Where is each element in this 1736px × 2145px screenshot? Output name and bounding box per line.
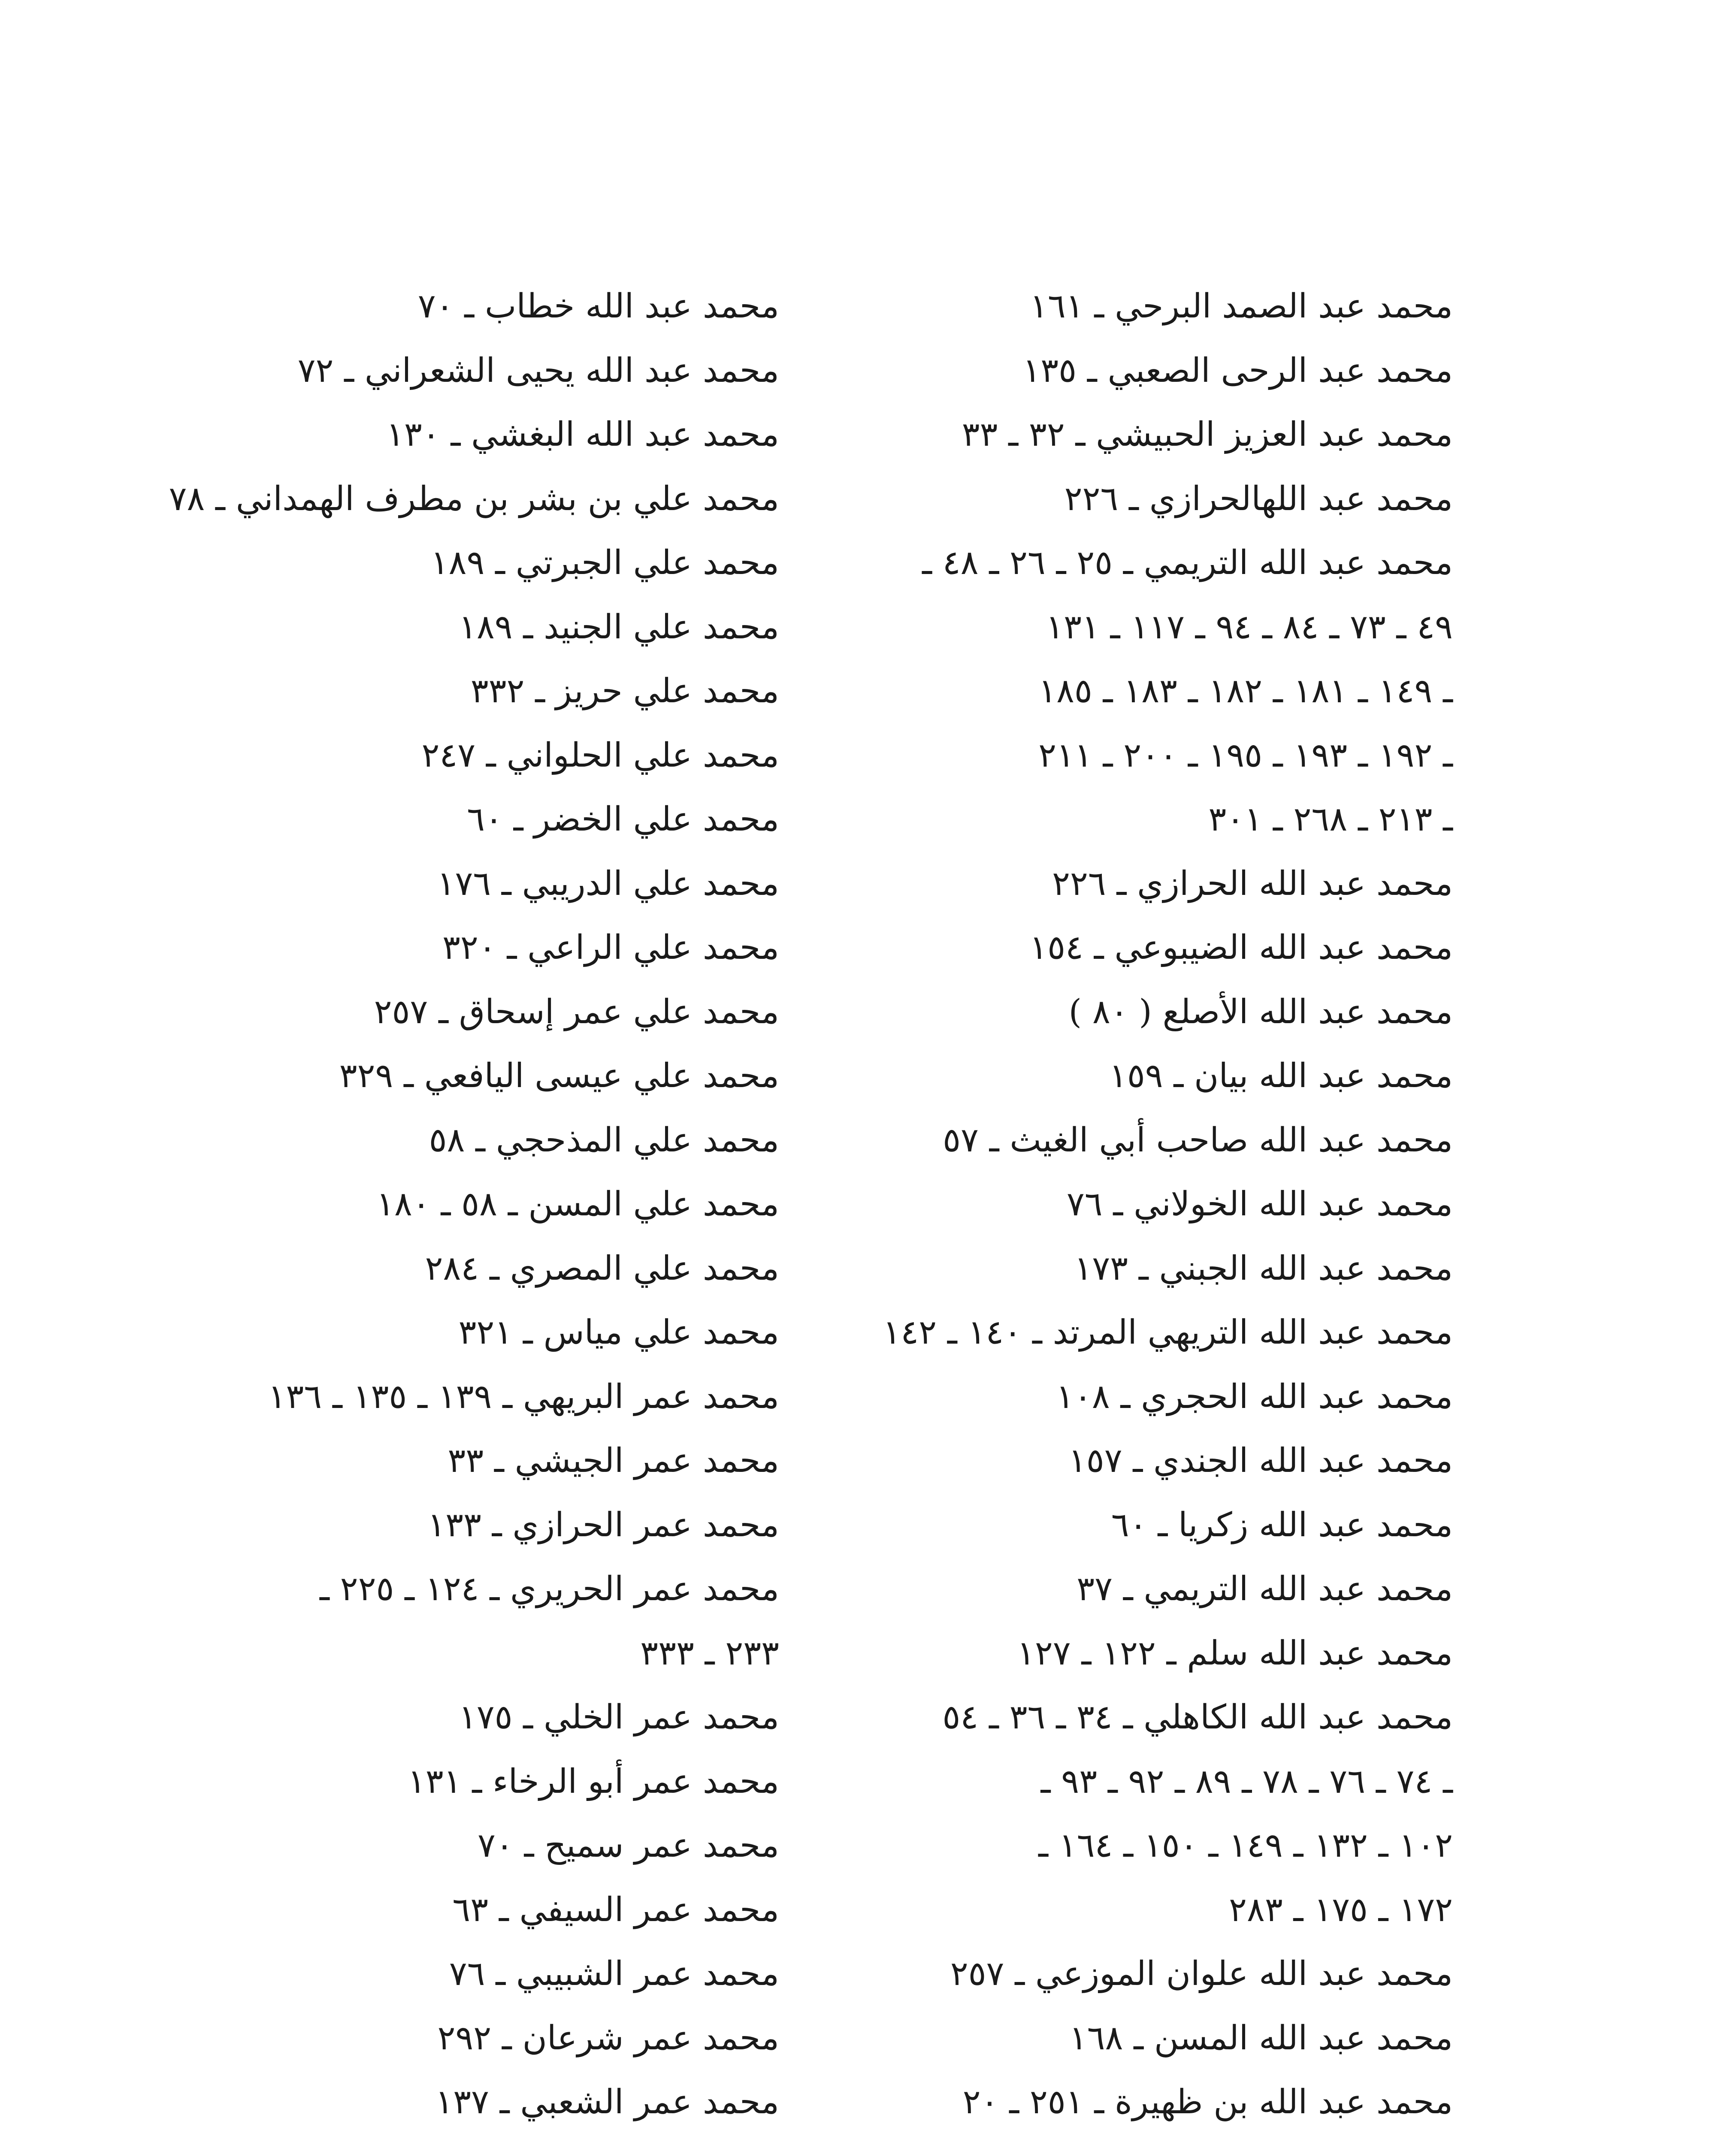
index-entry: محمد عمر الشبيبي ـ ٧٦ [449, 1955, 779, 1993]
index-entry: محمد عبد الله يحيى الشعراني ـ ٧٢ [297, 351, 779, 390]
index-entry: محمد عبد الله بن ظهيرة ـ ٢٥١ ـ ٢٠ [962, 2083, 1453, 2121]
index-entry: محمد عبد الله صاحب أبي الغيث ـ ٥٧ [943, 1121, 1453, 1160]
index-entry: محمد علي الجنيد ـ ١٨٩ [458, 607, 779, 647]
index-entry: محمد عمر البريهي ـ ١٣٩ ـ ١٣٥ ـ ١٣٦ [268, 1377, 779, 1416]
index-entry: محمد عبد الله الحرازي ـ ٢٢٦ [1052, 864, 1453, 903]
index-column-right [788, 275, 1453, 2145]
index-entry [788, 2135, 1453, 2145]
index-entry: محمد عبد الله خطاب ـ ٧٠ [417, 287, 779, 326]
index-entry: ٤٩ ـ ٧٣ ـ ٨٤ ـ ٩٤ ـ ١١٧ ـ ١٣١ [1046, 607, 1453, 647]
index-entry: ـ ٧٤ ـ ٧٦ ـ ٧٨ ـ ٨٩ ـ ٩٢ ـ ٩٣ ـ [1040, 1762, 1453, 1801]
index-entry: محمد عبد الله الكاهلي ـ ٣٤ ـ ٣٦ ـ ٥٤ [942, 1698, 1453, 1737]
index-entry: محمد عمر الشعبي ـ ١٣٧ [435, 2083, 779, 2121]
index-entry: محمد عبد الله الحجري ـ ١٠٨ [1056, 1377, 1453, 1416]
index-entry: ـ ١٤٩ ـ ١٨١ ـ ١٨٢ ـ ١٨٣ ـ ١٨٥ [1038, 672, 1453, 710]
index-entry: محمد عبد الله البغشي ـ ١٣٠ [386, 415, 779, 454]
index-entry: محمد علي الجبرتي ـ ١٨٩ [430, 544, 779, 582]
index-entry: محمد عبد الرحى الصعبي ـ ١٣٥ [1022, 351, 1453, 390]
index-entry: محمد علي الراعي ـ ٣٢٠ [442, 928, 779, 967]
index-entry: محمد علي المصري ـ ٢٨٤ [425, 1249, 779, 1288]
index-entry: محمد علي المذحجي ـ ٥٨ [429, 1121, 779, 1160]
index-entry: محمد عبد الله الأصلع ( ٨٠ ) [1068, 992, 1453, 1031]
index-entry: محمد علي عيسى اليافعي ـ ٣٢٩ [339, 1057, 779, 1095]
index-entry: محمد عبد الله علوان الموزعي ـ ٢٥٧ [950, 1955, 1453, 1993]
index-entry: محمد عبد الله التريمي ـ ٢٥ ـ ٢٦ ـ ٤٨ ـ [922, 544, 1453, 582]
index-entry: محمد عبد الله الجندي ـ ١٥٧ [1068, 1441, 1453, 1480]
index-entry: محمد عبد العزيز الحبيشي ـ ٣٢ ـ ٣٣ [962, 415, 1453, 454]
index-entry: محمد علي مياس ـ ٣٢١ [458, 1313, 779, 1352]
index-entry: ١٧٢ ـ ١٧٥ ـ ٢٨٣ [1229, 1890, 1453, 1929]
index-entry: محمد عمر الخلي ـ ١٧٥ [458, 1698, 779, 1737]
index-entry: ٢٣٣ ـ ٣٣٣ [640, 1634, 779, 1673]
index-entry: ١٠٢ ـ ١٣٢ ـ ١٤٩ ـ ١٥٠ ـ ١٦٤ ـ [1038, 1826, 1453, 1865]
index-entry: محمد علي الدريبي ـ ١٧٦ [437, 864, 779, 903]
index-entry: محمد عمر الحرازي ـ ١٣٣ [427, 1505, 779, 1544]
index-entry: محمد علي حريز ـ ٣٣٢ [470, 672, 779, 710]
index-entry: محمد عبد الله المسن ـ ١٦٨ [1069, 2018, 1453, 2057]
index-entry: محمد عمر شرعان ـ ٢٩٢ [437, 2018, 779, 2057]
index-entry: محمد عمر سميح ـ ٧٠ [478, 1826, 779, 1865]
index-entry: محمد علي المسن ـ ٥٨ ـ ١٨٠ [376, 1185, 779, 1224]
index-entry: محمد عبد الله التريمي ـ ٣٧ [1077, 1570, 1453, 1608]
index-column-left [144, 275, 779, 2145]
index-entry: محمد عبد الله بيان ـ ١٥٩ [1109, 1057, 1453, 1095]
index-entry: محمد عبد الصمد البرحي ـ ١٦١ [1029, 287, 1453, 326]
index-entry: محمد عبد الله الخولاني ـ ٧٦ [1066, 1185, 1453, 1224]
index-entry: محمد علي عمر إسحاق ـ ٢٥٧ [374, 992, 779, 1031]
index-entry: ـ ٢١٣ ـ ٢٦٨ ـ ٣٠١ [1208, 800, 1453, 839]
index-entry [144, 2135, 779, 2145]
index-entry: محمد عبد الله الضيبوعي ـ ١٥٤ [1029, 928, 1453, 967]
index-entry: محمد علي بن بشر بن مطرف الهمداني ـ ٧٨ [169, 479, 779, 518]
index-entry: محمد عبد الله الجبني ـ ١٧٣ [1074, 1249, 1453, 1288]
index-entry: محمد عبد اللهالحرازي ـ ٢٢٦ [1064, 479, 1453, 518]
index-entry: محمد عبد الله سلم ـ ١٢٢ ـ ١٢٧ [1016, 1634, 1453, 1673]
index-entry: محمد عبد الله زكريا ـ ٦٠ [1111, 1505, 1453, 1544]
index-entry: ـ ١٩٢ ـ ١٩٣ ـ ١٩٥ ـ ٢٠٠ ـ ٢١١ [1038, 736, 1453, 775]
index-entry: محمد عمر أبو الرخاء ـ ١٣١ [407, 1762, 779, 1801]
index-entry: محمد علي الخضر ـ ٦٠ [467, 800, 779, 839]
index-entry: محمد عبد الله التريهي المرتد ـ ١٤٠ ـ ١٤٢ [883, 1313, 1453, 1352]
index-entry: محمد علي الحلواني ـ ٢٤٧ [421, 736, 779, 775]
index-entry: محمد عمر السيفي ـ ٦٣ [452, 1890, 779, 1929]
index-entry: محمد عمر الجيشي ـ ٣٣ [448, 1441, 779, 1480]
index-entry: محمد عمر الحريري ـ ١٢٤ ـ ٢٢٥ ـ [320, 1570, 779, 1608]
